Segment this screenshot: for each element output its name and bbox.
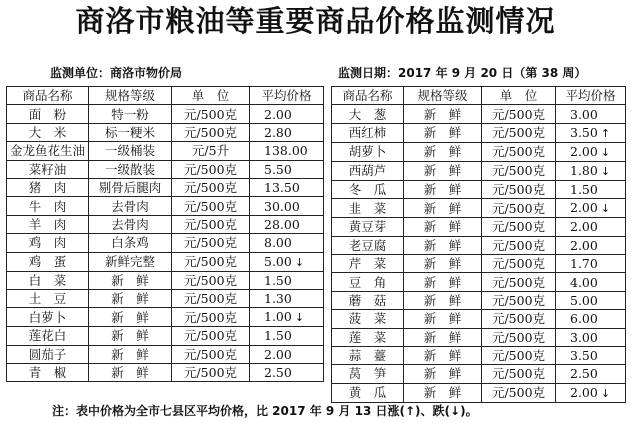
spec-grade: 新 鲜 xyxy=(404,328,482,346)
spec-grade: 新 鲜 xyxy=(404,291,482,309)
page-title: 商洛市粮油等重要商品价格监测情况 xyxy=(75,4,556,38)
average-price: 1.50 xyxy=(570,181,598,197)
average-price: 4.00 xyxy=(570,274,598,290)
spec-grade: 新 鲜 xyxy=(404,346,482,364)
product-name: 芹 菜 xyxy=(332,254,404,272)
table-row xyxy=(332,291,626,309)
trend-arrow-icon: ↑ xyxy=(600,126,611,140)
product-name: 白萝卜 xyxy=(7,308,89,327)
average-price: 2.50 xyxy=(264,365,292,381)
average-price-cell xyxy=(556,328,626,346)
trend-arrow-icon: ↓ xyxy=(600,386,611,400)
table-row xyxy=(7,105,324,123)
average-price-cell xyxy=(556,236,626,254)
average-price-cell xyxy=(556,346,626,364)
average-price: 2.00 xyxy=(264,346,292,362)
average-price: 1.00 xyxy=(264,309,292,325)
average-price-cell xyxy=(556,310,626,328)
average-price-cell xyxy=(250,327,324,345)
average-price: 28.00 xyxy=(264,216,300,232)
product-name: 胡萝卜 xyxy=(332,142,404,161)
table-row xyxy=(332,161,626,180)
unit: 元/500克 xyxy=(482,123,556,142)
product-name: 金龙鱼花生油 xyxy=(7,142,89,160)
average-price-cell xyxy=(250,123,324,141)
spec-grade: 一级桶装 xyxy=(89,142,172,160)
spec-grade: 新 鲜 xyxy=(404,254,482,272)
product-name: 菜籽油 xyxy=(7,160,89,178)
table-row xyxy=(332,328,626,346)
trend-arrow-icon: ↓ xyxy=(600,202,611,216)
average-price-cell xyxy=(250,252,324,271)
table-row xyxy=(7,234,324,252)
unit: 元/500克 xyxy=(482,142,556,161)
average-price: 2.00 xyxy=(570,219,598,235)
average-price-cell xyxy=(556,218,626,236)
unit: 元/500克 xyxy=(172,234,250,252)
table-row xyxy=(7,215,324,233)
product-name: 猪 肉 xyxy=(7,178,89,196)
table-row xyxy=(7,345,324,363)
product-name: 莲 菜 xyxy=(332,328,404,346)
average-price-cell xyxy=(250,160,324,178)
product-name: 大 葱 xyxy=(332,105,404,123)
average-price: 5.00 xyxy=(264,253,292,269)
monitor-unit: 监测单位：商洛市物价局 xyxy=(50,66,183,80)
average-price: 5.50 xyxy=(264,161,292,177)
product-name: 黄豆芽 xyxy=(332,218,404,236)
unit: 元/500克 xyxy=(482,180,556,198)
product-name: 菠 菜 xyxy=(332,310,404,328)
unit: 元/500克 xyxy=(172,364,250,382)
average-price-cell xyxy=(250,105,324,123)
average-price: 2.00 xyxy=(570,384,598,400)
trend-arrow-icon: ↓ xyxy=(600,164,611,178)
unit: 元/500克 xyxy=(482,291,556,309)
table-row xyxy=(332,199,626,218)
average-price: 1.80 xyxy=(570,162,598,178)
unit: 元/500克 xyxy=(482,346,556,364)
spec-grade: 新 鲜 xyxy=(89,289,172,307)
product-name: 西红柿 xyxy=(332,123,404,142)
table-row xyxy=(332,273,626,291)
average-price-cell xyxy=(250,234,324,252)
average-price: 3.00 xyxy=(570,106,598,122)
header-unit: 单 位 xyxy=(172,87,250,105)
spec-grade: 新 鲜 xyxy=(89,345,172,363)
table-row xyxy=(7,197,324,215)
spec-grade: 剔骨后腿肉 xyxy=(89,178,172,196)
table-row xyxy=(7,160,324,178)
product-name: 白 菜 xyxy=(7,271,89,289)
spec-grade: 新 鲜 xyxy=(404,310,482,328)
trend-arrow-icon: ↓ xyxy=(294,311,305,325)
average-price-cell xyxy=(250,308,324,327)
unit: 元/500克 xyxy=(172,215,250,233)
unit: 元/500克 xyxy=(172,271,250,289)
price-table-right xyxy=(331,86,626,403)
spec-grade: 新 鲜 xyxy=(89,308,172,327)
table-row xyxy=(332,365,626,383)
trend-arrow-icon: ↓ xyxy=(294,255,305,269)
product-name: 蘑 菇 xyxy=(332,291,404,309)
unit: 元/500克 xyxy=(172,327,250,345)
unit: 元/500克 xyxy=(482,328,556,346)
product-name: 羊 肉 xyxy=(7,215,89,233)
average-price-cell xyxy=(556,105,626,123)
header-spec: 规格等级 xyxy=(89,87,172,105)
product-name: 圆茄子 xyxy=(7,345,89,363)
table-row xyxy=(7,252,324,271)
footnote: 注：表中价格为全市七县区平均价格，比 2017 年 9 月 13 日涨(↑)、跌(↓)。 xyxy=(52,404,478,418)
table-row xyxy=(332,346,626,364)
average-price-cell xyxy=(556,254,626,272)
product-name: 冬 瓜 xyxy=(332,180,404,198)
header-unit: 单 位 xyxy=(482,87,556,105)
average-price-cell xyxy=(250,178,324,196)
spec-grade: 特一粉 xyxy=(89,105,172,123)
table-row xyxy=(332,254,626,272)
unit: 元/500克 xyxy=(172,197,250,215)
unit: 元/5升 xyxy=(172,142,250,160)
unit: 元/500克 xyxy=(172,308,250,327)
average-price-cell xyxy=(250,197,324,215)
average-price: 3.50 xyxy=(570,124,598,140)
average-price-cell xyxy=(250,345,324,363)
table-row xyxy=(7,327,324,345)
spec-grade: 标一粳米 xyxy=(89,123,172,141)
table-row xyxy=(332,310,626,328)
average-price: 138.00 xyxy=(264,143,308,159)
unit: 元/500克 xyxy=(482,365,556,383)
average-price-cell xyxy=(250,215,324,233)
spec-grade: 新鲜完整 xyxy=(89,252,172,271)
monitor-date: 监测日期：2017 年 9 月 20 日（第 38 周） xyxy=(338,66,587,80)
table-header-row xyxy=(7,87,324,105)
product-name: 土 豆 xyxy=(7,289,89,307)
unit: 元/500克 xyxy=(172,160,250,178)
spec-grade: 新 鲜 xyxy=(89,327,172,345)
product-name: 牛 肉 xyxy=(7,197,89,215)
table-row xyxy=(7,364,324,382)
average-price: 5.00 xyxy=(570,292,598,308)
table-row xyxy=(7,178,324,196)
average-price: 2.50 xyxy=(570,366,598,382)
table-row xyxy=(332,180,626,198)
product-name: 黄 瓜 xyxy=(332,383,404,402)
average-price: 2.00 xyxy=(570,200,598,216)
product-name: 面 粉 xyxy=(7,105,89,123)
unit: 元/500克 xyxy=(482,273,556,291)
unit: 元/500克 xyxy=(482,236,556,254)
average-price: 13.50 xyxy=(264,180,300,196)
table-row xyxy=(7,142,324,160)
spec-grade: 新 鲜 xyxy=(404,218,482,236)
average-price: 8.00 xyxy=(264,235,292,251)
average-price: 1.50 xyxy=(264,272,292,288)
average-price: 2.00 xyxy=(570,237,598,253)
unit: 元/500克 xyxy=(172,178,250,196)
unit: 元/500克 xyxy=(172,252,250,271)
unit: 元/500克 xyxy=(172,345,250,363)
unit: 元/500克 xyxy=(172,123,250,141)
average-price: 2.80 xyxy=(264,124,292,140)
spec-grade: 新 鲜 xyxy=(404,105,482,123)
product-name: 豆 角 xyxy=(332,273,404,291)
unit: 元/500克 xyxy=(482,254,556,272)
average-price-cell xyxy=(250,271,324,289)
unit: 元/500克 xyxy=(482,218,556,236)
price-table-left xyxy=(6,86,324,382)
average-price: 3.00 xyxy=(570,329,598,345)
product-name: 鸡 蛋 xyxy=(7,252,89,271)
spec-grade: 新 鲜 xyxy=(404,142,482,161)
average-price: 1.70 xyxy=(570,256,598,272)
table-row xyxy=(7,289,324,307)
unit: 元/500克 xyxy=(172,105,250,123)
spec-grade: 白条鸡 xyxy=(89,234,172,252)
table-row xyxy=(7,271,324,289)
table-row xyxy=(332,218,626,236)
average-price-cell xyxy=(556,180,626,198)
unit: 元/500克 xyxy=(482,383,556,402)
product-name: 老豆腐 xyxy=(332,236,404,254)
average-price: 1.50 xyxy=(264,328,292,344)
average-price-cell xyxy=(250,364,324,382)
spec-grade: 去骨肉 xyxy=(89,197,172,215)
spec-grade: 新 鲜 xyxy=(404,236,482,254)
table-row xyxy=(332,105,626,123)
product-name: 莲花白 xyxy=(7,327,89,345)
spec-grade: 新 鲜 xyxy=(404,273,482,291)
product-name: 莴 笋 xyxy=(332,365,404,383)
spec-grade: 新 鲜 xyxy=(404,365,482,383)
unit: 元/500克 xyxy=(482,310,556,328)
header-name: 商品名称 xyxy=(7,87,89,105)
average-price: 30.00 xyxy=(264,198,300,214)
table-row xyxy=(332,383,626,402)
header-spec: 规格等级 xyxy=(404,87,482,105)
average-price-cell xyxy=(556,273,626,291)
spec-grade: 一级散装 xyxy=(89,160,172,178)
header-name: 商品名称 xyxy=(332,87,404,105)
header-price: 平均价格 xyxy=(250,87,324,105)
spec-grade: 去骨肉 xyxy=(89,215,172,233)
unit: 元/500克 xyxy=(482,199,556,218)
average-price: 2.00 xyxy=(264,106,292,122)
product-name: 蒜 薹 xyxy=(332,346,404,364)
table-row xyxy=(332,236,626,254)
average-price-cell xyxy=(556,161,626,180)
spec-grade: 新 鲜 xyxy=(89,364,172,382)
average-price-cell xyxy=(250,289,324,307)
table-row xyxy=(7,123,324,141)
average-price: 6.00 xyxy=(570,311,598,327)
spec-grade: 新 鲜 xyxy=(89,271,172,289)
average-price: 1.30 xyxy=(264,291,292,307)
average-price-cell xyxy=(556,123,626,142)
header-price: 平均价格 xyxy=(556,87,626,105)
table-row xyxy=(332,123,626,142)
table-row xyxy=(332,142,626,161)
spec-grade: 新 鲜 xyxy=(404,199,482,218)
average-price-cell xyxy=(556,365,626,383)
unit: 元/500克 xyxy=(482,161,556,180)
table-header-row xyxy=(332,87,626,105)
unit: 元/500克 xyxy=(482,105,556,123)
unit: 元/500克 xyxy=(172,289,250,307)
product-name: 韭 菜 xyxy=(332,199,404,218)
average-price-cell xyxy=(556,291,626,309)
average-price-cell xyxy=(250,142,324,160)
product-name: 西葫芦 xyxy=(332,161,404,180)
table-row xyxy=(7,308,324,327)
spec-grade: 新 鲜 xyxy=(404,123,482,142)
average-price: 2.00 xyxy=(570,143,598,159)
trend-arrow-icon: ↓ xyxy=(600,145,611,159)
product-name: 大 米 xyxy=(7,123,89,141)
product-name: 青 椒 xyxy=(7,364,89,382)
spec-grade: 新 鲜 xyxy=(404,180,482,198)
average-price-cell xyxy=(556,383,626,402)
average-price-cell xyxy=(556,199,626,218)
product-name: 鸡 肉 xyxy=(7,234,89,252)
spec-grade: 新 鲜 xyxy=(404,383,482,402)
average-price: 3.50 xyxy=(570,348,598,364)
average-price-cell xyxy=(556,142,626,161)
spec-grade: 新 鲜 xyxy=(404,161,482,180)
